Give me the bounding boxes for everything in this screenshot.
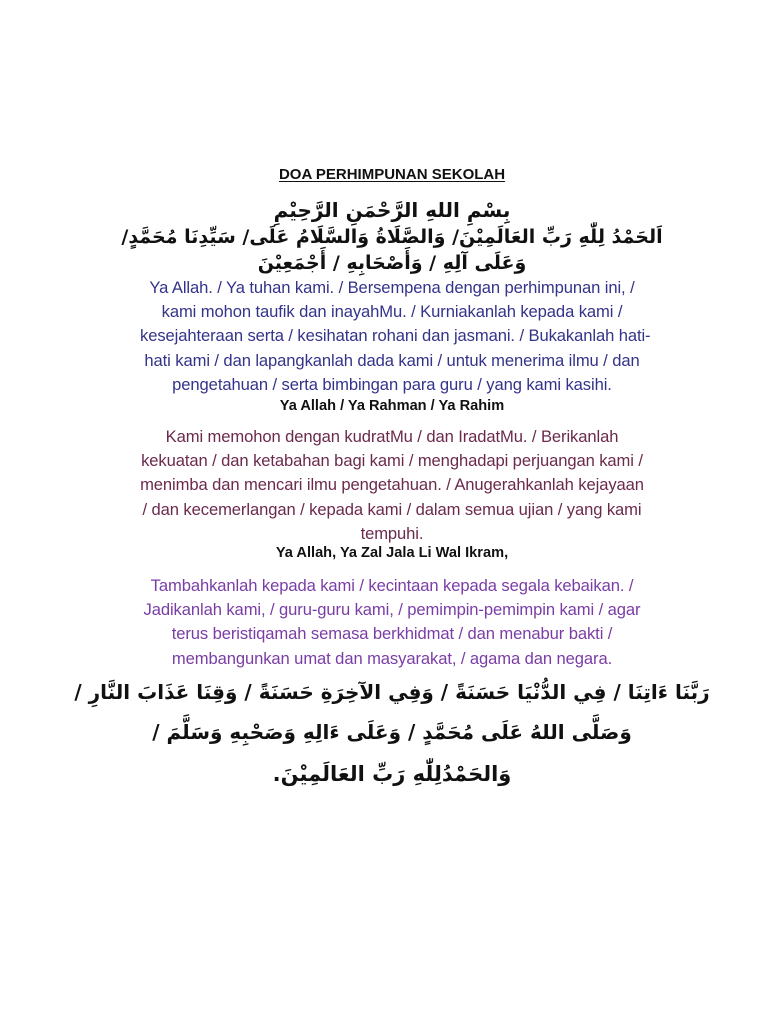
paragraph-line: membangunkan umat dan masyarakat, / agama dan negara. xyxy=(171,648,613,668)
prayer-paragraph-2 xyxy=(140,425,644,546)
paragraph-line: kami mohon taufik dan inayahMu. / Kurniakanlah kepada kami / xyxy=(161,302,623,322)
section-heading-2: Ya Allah, Ya Zal Jala Li Wal Ikram, xyxy=(275,545,509,561)
prayer-paragraph-1 xyxy=(140,276,651,397)
closing-arabic-line-3: وَالحَمْدُلِلّٰهِ رَبِّ العَالَمِيْنَ. xyxy=(272,762,512,786)
paragraph-line: kesejahteraan serta / kesihatan rohani dan jasmani. / Bukakanlah hati- xyxy=(140,326,651,346)
prayer-paragraph-3 xyxy=(140,574,644,671)
opening-arabic-line-1: اَلحَمْدُ لِلّٰهِ رَبِّ العَالَمِيْنَ/ وَالصَّلَاةُ وَالسَّلَامُ عَلَى/ سَيِّدِنَا مُحَمَّدٍ/ xyxy=(121,226,663,248)
paragraph-line: hati kami / dan lapangkanlah dada kami / untuk menerima ilmu / dan xyxy=(144,350,640,370)
paragraph-line: / dan kecemerlangan / kepada kami / dalam semua ujian / yang kami xyxy=(142,499,642,519)
paragraph-line: Jadikanlah kami, / guru-guru kami, / pemimpin-pemimpin kami / agar xyxy=(143,600,641,620)
closing-arabic-line-2: وَصَلَّى اللهُ عَلَى مُحَمَّدٍ / وَعَلَى ءَالِهِ وَصَحْبِهِ وَسَلَّمَ / xyxy=(152,720,632,744)
document-title: DOA PERHIMPUNAN SEKOLAH xyxy=(278,166,506,183)
paragraph-line: terus beristiqamah semasa berkhidmat / dan menabur bakti / xyxy=(171,624,613,644)
paragraph-line: Kami memohon dengan kudratMu / dan IradatMu. / Berikanlah xyxy=(165,427,619,446)
paragraph-line: menimba dan mencari ilmu pengetahuan. / Anugerahkanlah kejayaan xyxy=(140,475,644,495)
closing-arabic-line-1: رَبَّنَا ءَاتِنَا / فِي الدُّنْيَا حَسَنَةً / وَفِي الآخِرَةِ حَسَنَةً / وَقِنَا عَذَابَ النَّارِ / xyxy=(74,680,710,704)
opening-arabic-line-2: وَعَلَى آلِهِ / وَأَصْحَابِهِ / أَجْمَعِيْنَ xyxy=(257,252,527,274)
paragraph-line: Tambahkanlah kepada kami / kecintaan kepada segala kebaikan. / xyxy=(150,576,634,595)
paragraph-line: pengetahuan / serta bimbingan para guru / yang kami kasihi. xyxy=(172,374,612,394)
basmalah: بِسْمِ اللهِ الرَّحْمَنِ الرَّحِيْمِ xyxy=(273,198,511,222)
section-heading-1: Ya Allah / Ya Rahman / Ya Rahim xyxy=(279,398,505,414)
paragraph-line: Ya Allah. / Ya tuhan kami. / Bersempena dengan perhimpunan ini, / xyxy=(149,278,635,297)
paragraph-line: kekuatan / dan ketabahan bagi kami / menghadapi perjuangan kami / xyxy=(141,451,643,471)
paragraph-line: tempuhi. xyxy=(360,523,424,543)
